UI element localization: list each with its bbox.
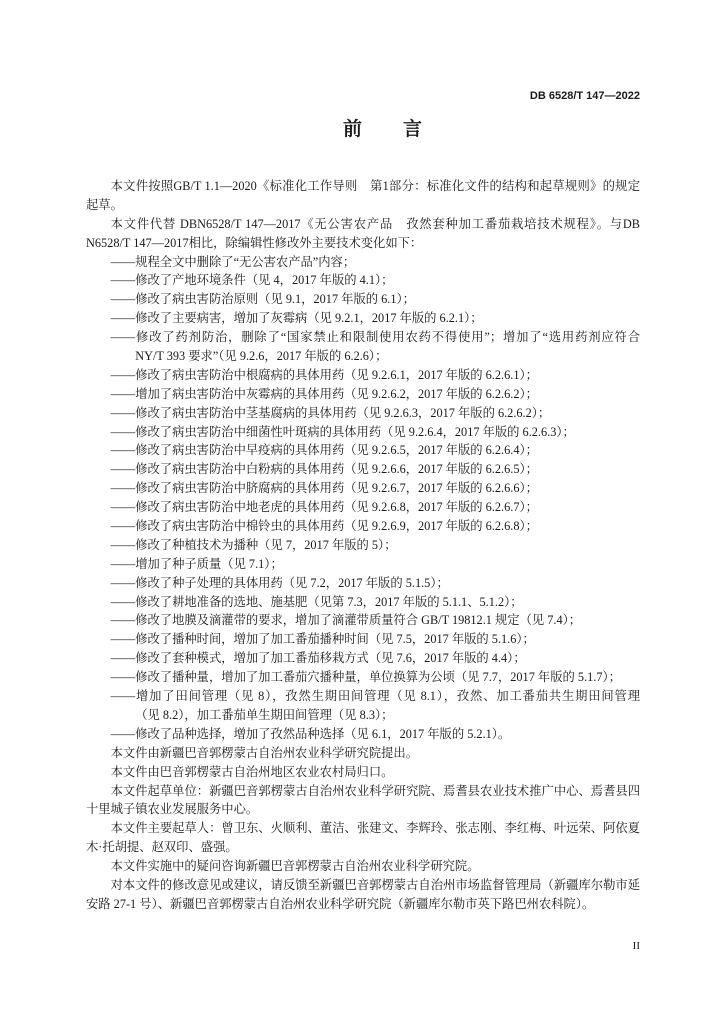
change-item: ——修改了病虫害防治中地老虎的具体用药（见 9.2.6.8，2017 年版的 6.2.6.7）； xyxy=(110,500,538,515)
change-item: ——修改了病虫害防治中脐腐病的具体用药（见 9.2.6.7，2017 年版的 6.2.6.6）； xyxy=(110,481,538,496)
feedback-paragraph xyxy=(86,876,640,914)
change-item: ——修改了病虫害防治中茎基腐病的具体用药（见 9.2.6.3，2017 年版的 6.2.6.2）； xyxy=(110,405,551,420)
change-item: ——修改了主要病害，增加了灰霉病（见 9.2.1，2017 年版的 6.2.1）； xyxy=(110,311,483,326)
change-list xyxy=(86,253,640,744)
proposer-statement: 本文件由新疆巴音郭楞蒙古自治州农业科学研究院提出。 xyxy=(110,745,419,760)
change-item: ——修改了病虫害防治中细菌性叶斑病的具体用药（见 9.2.6.4，2017 年版的 6.2.6.3）； xyxy=(110,424,575,439)
change-item: ——规程全文中删除了“无公害农产品”内容； xyxy=(110,254,356,269)
inquiries-statement: 本文件实施中的疑问咨询新疆巴音郭楞蒙古自治州农业科学研究院。 xyxy=(110,859,480,874)
centralized-by-statement: 本文件由巴音郭楞蒙古自治州地区农业农村局归口。 xyxy=(110,764,394,779)
paragraph-line: 对本文件的修改意见或建议，请反馈至新疆巴音郭楞蒙古自治州市场监督管理局（新疆库尔勒市延 xyxy=(110,877,640,892)
page-title: 前 言 xyxy=(343,119,434,140)
change-item: ——修改了病虫害防治中棉铃虫的具体用药（见 9.2.6.9，2017 年版的 6.2.6.8）； xyxy=(110,519,538,534)
paragraph-line: 本文件起草单位：新疆巴音郭楞蒙古自治州农业科学研究院、焉耆县农业技术推广中心、焉耆县四 xyxy=(110,783,640,798)
page-number: II xyxy=(632,940,640,952)
paragraph-line: 起草。 xyxy=(86,197,123,212)
change-item: ——修改了产地环境条件（见 4，2017 年版的 4.1）； xyxy=(110,273,394,288)
change-item: ——修改了病虫害防治中早疫病的具体用药（见 9.2.6.5，2017 年版的 6.2.6.4）； xyxy=(110,443,538,458)
drafters-paragraph xyxy=(86,819,640,857)
paragraph-line: 十里城子镇农业发展服务中心。 xyxy=(86,802,259,817)
basis-paragraph xyxy=(86,177,640,215)
change-item: ——修改了病虫害防治中根腐病的具体用药（见 9.2.6.1，2017 年版的 6.2.6.1）； xyxy=(110,367,538,382)
change-item: ——修改了套种模式，增加了加工番茄移栽方式（见 7.6，2017 年版的 4.4）； xyxy=(110,651,526,666)
change-item: ——修改了种子处理的具体用药（见 7.2，2017 年版的 5.1.5）； xyxy=(110,575,449,590)
drafting-units-paragraph xyxy=(86,782,640,820)
replaces-paragraph xyxy=(86,215,640,253)
standard-code: DB 6528/T 147—2022 xyxy=(529,90,640,102)
change-item: ——增加了病虫害防治中灰霉病的具体用药（见 9.2.6.2，2017 年版的 6.2.6.2）； xyxy=(110,386,538,401)
change-item: ——修改了播种时间，增加了加工番茄播种时间（见 7.5，2017 年版的 5.1.6）； xyxy=(110,632,535,647)
paragraph-line: 木·托胡提、赵双印、盛强。 xyxy=(86,840,238,855)
change-item: ——修改了药剂防治，删除了“国家禁止和限制使用农药不得使用”；增加了“选用药剂应符合 xyxy=(110,330,640,345)
change-item: ——修改了种植技术为播种（见 7，2017 年版的 5）； xyxy=(110,537,397,552)
change-item: ——修改了品种选择，增加了孜然品种选择（见 6.1，2017 年版的 5.2.1）。 xyxy=(110,726,511,741)
paragraph-line: 本文件代替 DBN6528/T 147—2017《无公害农产品 孜然套种加工番茄栽培技术规程》。与DB xyxy=(110,216,640,231)
paragraph-line: 安路 27-1 号）、新疆巴音郭楞蒙古自治州农业科学研究院（新疆库尔勒市英下路巴州农科院）。 xyxy=(86,896,595,911)
paragraph-line: 本文件按照GB/T 1.1—2020《标准化工作导则 第1部分：标准化文件的结构和起草规则》的规定 xyxy=(110,179,640,193)
paragraph-line: N6528/T 147—2017相比，除编辑性修改外主要技术变化如下： xyxy=(86,235,423,250)
change-item: ——修改了耕地准备的选地、施基肥（见第 7.3，2017 年版的 5.1.1、5.1.2）； xyxy=(110,594,523,609)
change-item: ——修改了病虫害防治原则（见 9.1，2017 年版的 6.1）； xyxy=(110,292,415,307)
change-item: ——修改了播种量，增加了加工番茄穴播种量，单位换算为公顷（见 7.7，2017 年版的 5.1.7）； xyxy=(110,670,621,685)
change-item: ——增加了田间管理（见 8），孜然生期田间管理（见 8.1），孜然、加工番茄共生期田间管理 xyxy=(110,689,640,704)
change-item: ——修改了地膜及滴灌带的要求，增加了滴灌带质量符合 GB/T 19812.1 规定（见 7.4）； xyxy=(110,613,582,628)
change-item-continuation: NY/T 393 要求”（见 9.2.6，2017 年版的 6.2.6）； xyxy=(135,349,388,364)
preface-body xyxy=(86,177,640,914)
paragraph-line: 本文件主要起草人：曾卫东、火顺利、董洁、张建文、李辉玲、张志刚、李红梅、叶远荣、阿依夏 xyxy=(110,821,640,836)
change-item-continuation: （见 8.2），加工番茄单生期田间管理（见 8.3）； xyxy=(135,707,394,722)
change-item: ——修改了病虫害防治中白粉病的具体用药（见 9.2.6.6，2017 年版的 6.2.6.5）； xyxy=(110,462,538,477)
change-item: ——增加了种子质量（见 7.1）； xyxy=(110,556,283,571)
